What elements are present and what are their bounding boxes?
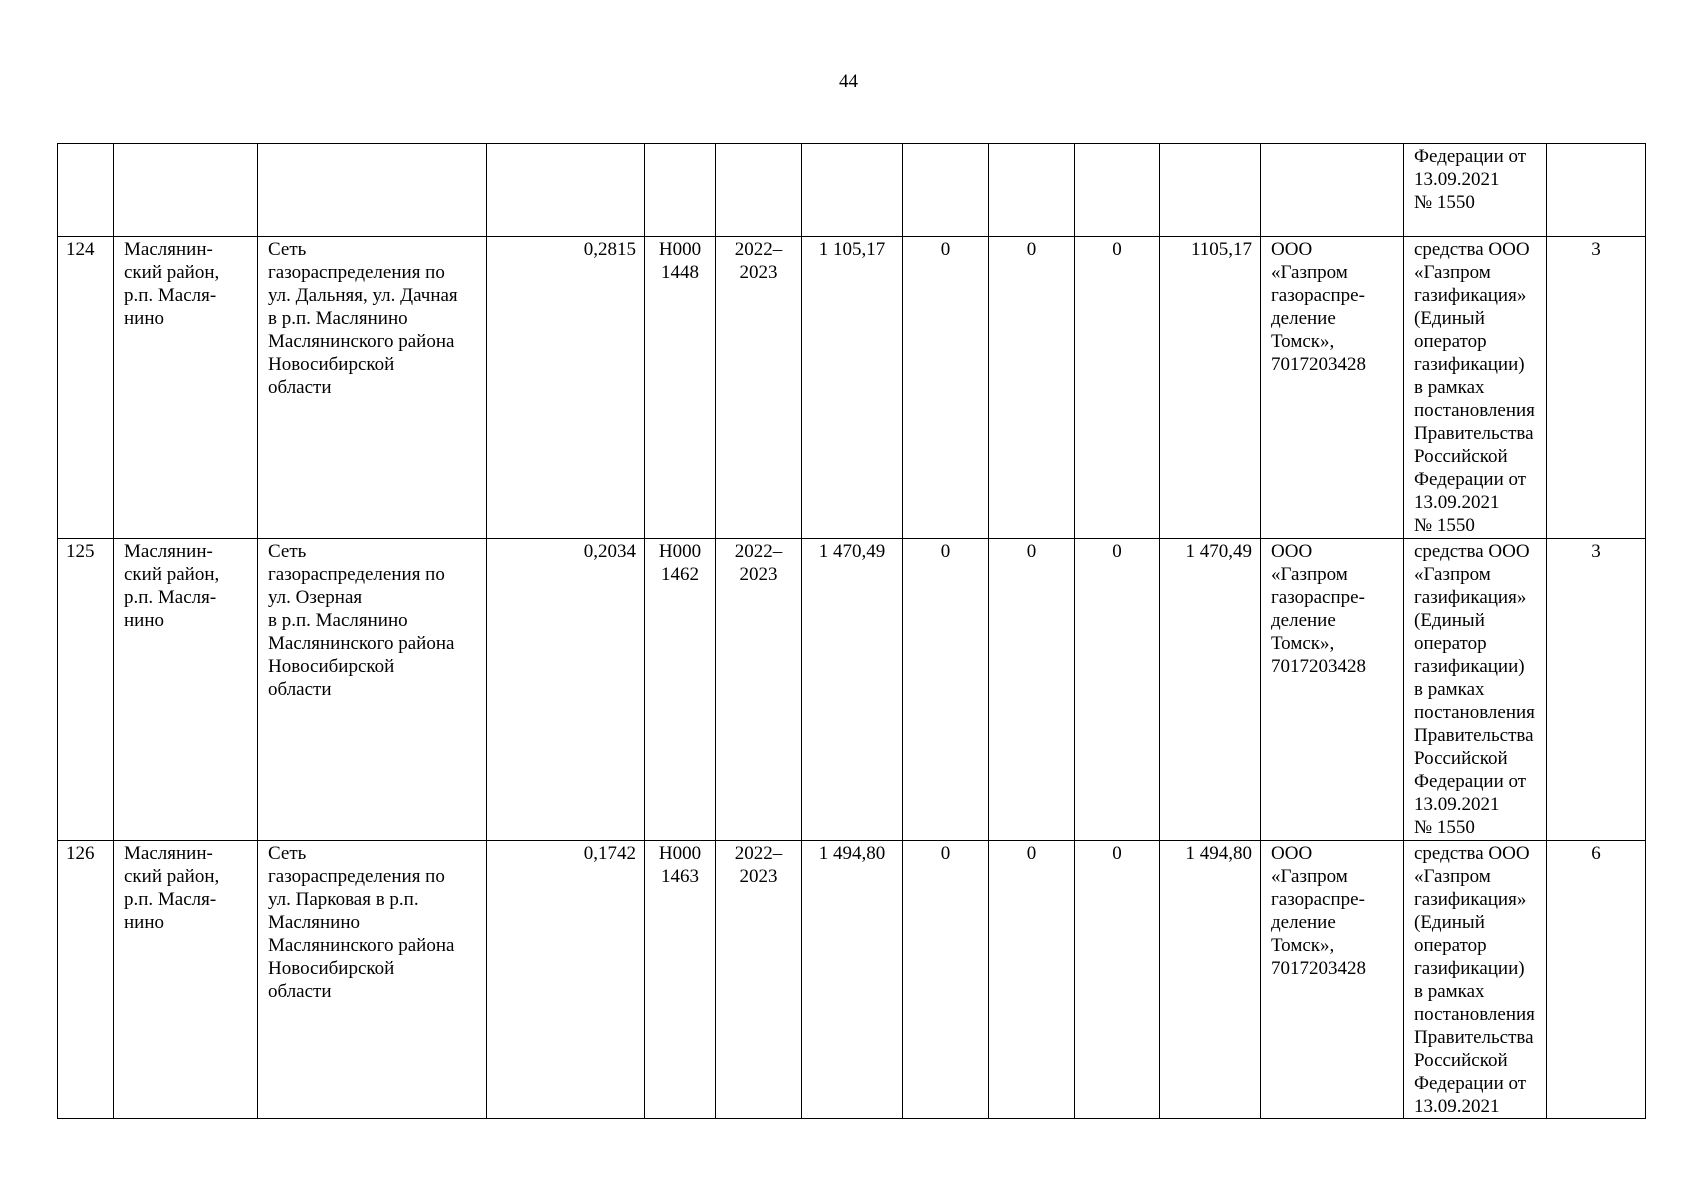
row-number: 126 [58, 841, 114, 1119]
district-cell: Маслянин- ский район, р.п. Масля- нино [114, 237, 258, 539]
table-row [58, 144, 1646, 237]
operator-cell: ООО «Газпром газораспре- деление Томск», 7017203428 [1261, 841, 1404, 1119]
last-cell: 3 [1547, 237, 1646, 539]
last-cell: 3 [1547, 539, 1646, 841]
page-number: 44 [839, 71, 858, 92]
operator-cell [1261, 144, 1404, 237]
basis-cell: средства ООО «Газпром газификация» (Единый оператор газификации) в рамках постановления Правительства Российской Федерации от 13.09.2021 № 1550 [1404, 237, 1547, 539]
table-row [58, 237, 1646, 539]
years-cell: 2022– 2023 [716, 841, 802, 1119]
operator-cell: ООО «Газпром газораспре- деление Томск», 7017203428 [1261, 237, 1404, 539]
length-cell: 0,2034 [487, 539, 645, 841]
value-cell: 0 [989, 539, 1075, 841]
table-row [58, 841, 1646, 1119]
value-cell: 1 494,80 [1160, 841, 1261, 1119]
code-cell [645, 144, 716, 237]
code-cell: Н000 1463 [645, 841, 716, 1119]
value-cell: 0 [903, 841, 989, 1119]
operator-cell: ООО «Газпром газораспре- деление Томск», 7017203428 [1261, 539, 1404, 841]
basis-cell: Федерации от 13.09.2021 № 1550 [1404, 144, 1547, 237]
length-cell: 0,2815 [487, 237, 645, 539]
value-cell [1075, 144, 1160, 237]
value-cell [989, 144, 1075, 237]
total-cell [802, 144, 903, 237]
years-cell [716, 144, 802, 237]
value-cell: 0 [903, 539, 989, 841]
value-cell: 0 [1075, 539, 1160, 841]
table-row [58, 539, 1646, 841]
last-cell: 6 [1547, 841, 1646, 1119]
object-cell: Сеть газораспределения по ул. Дальняя, ул. Дачная в р.п. Маслянино Маслянинского района Новосибирской области [258, 237, 487, 539]
row-number: 125 [58, 539, 114, 841]
object-cell: Сеть газораспределения по ул. Озерная в р.п. Маслянино Маслянинского района Новосибирской области [258, 539, 487, 841]
district-cell: Маслянин- ский район, р.п. Масля- нино [114, 539, 258, 841]
district-cell [114, 144, 258, 237]
value-cell: 0 [1075, 841, 1160, 1119]
row-number [58, 144, 114, 237]
last-cell [1547, 144, 1646, 237]
gas-network-table [57, 143, 1646, 1119]
value-cell: 1105,17 [1160, 237, 1261, 539]
years-cell: 2022– 2023 [716, 237, 802, 539]
value-cell [903, 144, 989, 237]
value-cell: 0 [989, 841, 1075, 1119]
basis-cell: средства ООО «Газпром газификация» (Единый оператор газификации) в рамках постановления Правительства Российской Федерации от 13.09.2021 № 1550 [1404, 539, 1547, 841]
code-cell: Н000 1448 [645, 237, 716, 539]
length-cell: 0,1742 [487, 841, 645, 1119]
value-cell: 0 [903, 237, 989, 539]
length-cell [487, 144, 645, 237]
district-cell: Маслянин- ский район, р.п. Масля- нино [114, 841, 258, 1119]
value-cell: 0 [1075, 237, 1160, 539]
total-cell: 1 105,17 [802, 237, 903, 539]
basis-cell: средства ООО «Газпром газификация» (Единый оператор газификации) в рамках постановления Правительства Российской Федерации от 13.09.2021 [1404, 841, 1547, 1119]
value-cell: 1 470,49 [1160, 539, 1261, 841]
value-cell [1160, 144, 1261, 237]
total-cell: 1 470,49 [802, 539, 903, 841]
total-cell: 1 494,80 [802, 841, 903, 1119]
object-cell [258, 144, 487, 237]
code-cell: Н000 1462 [645, 539, 716, 841]
years-cell: 2022– 2023 [716, 539, 802, 841]
value-cell: 0 [989, 237, 1075, 539]
object-cell: Сеть газораспределения по ул. Парковая в р.п. Маслянино Маслянинского района Новосибирской области [258, 841, 487, 1119]
row-number: 124 [58, 237, 114, 539]
